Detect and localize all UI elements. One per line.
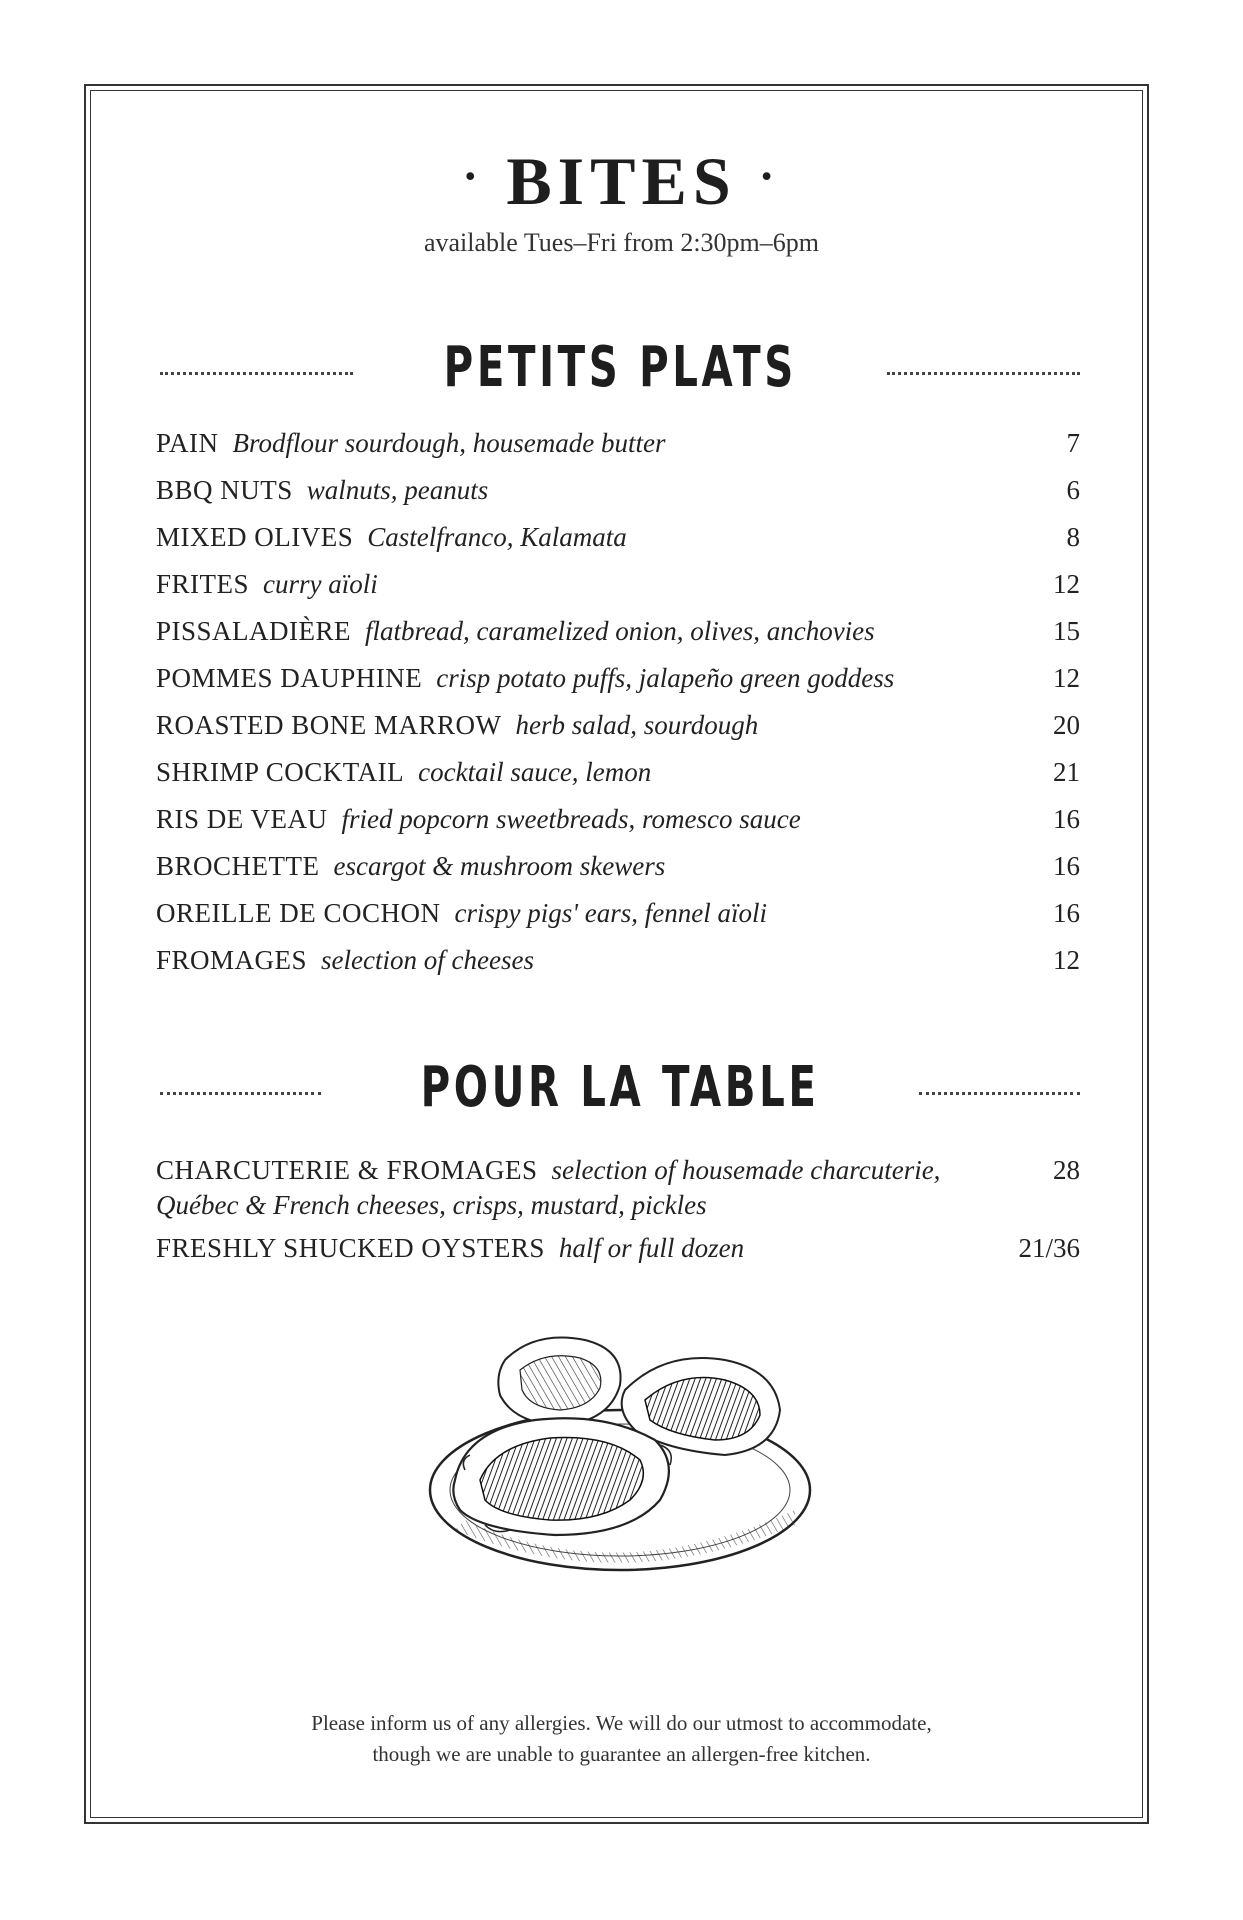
menu-item — [156, 428, 1080, 475]
item-name: MIXED OLIVES — [156, 522, 354, 552]
menu-item — [156, 757, 1080, 804]
item-description: walnuts, peanuts — [306, 475, 489, 505]
item-description: crispy pigs' ears, fennel aïoli — [454, 898, 767, 928]
allergy-notice-line-2: though we are unable to guarantee an allergen-free kitchen. — [372, 1742, 871, 1766]
item-price: 12 — [1053, 663, 1080, 693]
availability-note: available Tues–Fri from 2:30pm–6pm — [423, 228, 820, 257]
item-price: 16 — [1053, 804, 1080, 834]
menu-item — [156, 1233, 1080, 1280]
item-name: POMMES DAUPHINE — [156, 663, 423, 693]
menu-item — [156, 945, 1080, 992]
allergy-notice-line-1: Please inform us of any allergies. We will do our utmost to accommodate, — [311, 1711, 932, 1735]
section-heading-pour-la-table — [160, 1055, 1080, 1120]
item-description: Brodflour sourdough, housemade butter — [232, 428, 666, 458]
item-name: BBQ NUTS — [156, 475, 293, 505]
item-description: half or full dozen — [558, 1233, 745, 1263]
section-heading-petits-plats — [160, 335, 1080, 400]
allergy-notice — [0, 1708, 1243, 1770]
item-name: PAIN — [156, 428, 219, 458]
item-description: selection of housemade charcuterie, — [551, 1155, 941, 1185]
title-dot-right: · — [758, 150, 781, 203]
item-price: 12 — [1053, 569, 1080, 599]
item-name: FRITES — [156, 569, 250, 599]
menu-item — [156, 710, 1080, 757]
item-name: BROCHETTE — [156, 851, 320, 881]
item-price: 16 — [1053, 851, 1080, 881]
title-dot-left: · — [462, 150, 485, 203]
dotted-rule-left — [160, 1092, 321, 1095]
item-name: OREILLE DE COCHON — [156, 898, 441, 928]
menu-item — [156, 616, 1080, 663]
dotted-rule-right — [919, 1092, 1080, 1095]
title-text: BITES — [506, 143, 737, 219]
item-price: 21 — [1053, 757, 1080, 787]
menu-item — [156, 804, 1080, 851]
menu-item — [156, 663, 1080, 710]
item-price: 28 — [1053, 1155, 1080, 1185]
dotted-rule-right — [887, 372, 1080, 375]
item-price: 21/36 — [1018, 1233, 1080, 1263]
item-description: fried popcorn sweetbreads, romesco sauce — [341, 804, 801, 834]
menu-item — [156, 569, 1080, 616]
menu-item — [156, 851, 1080, 898]
item-name: FRESHLY SHUCKED OYSTERS — [156, 1233, 545, 1263]
menu-item — [156, 898, 1080, 945]
item-description: cocktail sauce, lemon — [418, 757, 652, 787]
item-price: 12 — [1053, 945, 1080, 975]
item-name: FROMAGES — [156, 945, 308, 975]
item-price: 15 — [1053, 616, 1080, 646]
section-title: POUR LA TABLE — [420, 1055, 820, 1120]
item-name: SHRIMP COCKTAIL — [156, 757, 405, 787]
item-description: selection of cheeses — [321, 945, 534, 975]
item-price: 20 — [1053, 710, 1080, 740]
item-name: CHARCUTERIE & FROMAGES — [156, 1155, 538, 1185]
item-description: escargot & mushroom skewers — [333, 851, 666, 881]
petits-plats-list — [156, 428, 1080, 992]
item-description: curry aïoli — [263, 569, 378, 599]
item-name: RIS DE VEAU — [156, 804, 328, 834]
menu-item — [156, 475, 1080, 522]
dotted-rule-left — [160, 372, 353, 375]
item-description: flatbread, caramelized onion, olives, anchovies — [365, 616, 875, 646]
item-name: ROASTED BONE MARROW — [156, 710, 502, 740]
item-name: PISSALADIÈRE — [156, 616, 352, 646]
pour-la-table-list — [156, 1155, 1080, 1280]
page-title — [0, 142, 1243, 221]
item-description: herb salad, sourdough — [515, 710, 759, 740]
item-description: Castelfranco, Kalamata — [367, 522, 627, 552]
menu-item — [156, 522, 1080, 569]
item-description-continued: Québec & French cheeses, crisps, mustard, pickles — [156, 1190, 707, 1220]
item-price: 7 — [1066, 428, 1080, 458]
oyster-meat-left — [520, 1356, 601, 1410]
oysters-plate-illustration — [425, 1330, 815, 1580]
item-description: crisp potato puffs, jalapeño green goddess — [436, 663, 895, 693]
menu-item — [156, 1155, 1080, 1233]
item-price: 6 — [1066, 475, 1080, 505]
item-price: 8 — [1066, 522, 1080, 552]
section-title: PETITS PLATS — [443, 335, 797, 400]
item-price: 16 — [1053, 898, 1080, 928]
